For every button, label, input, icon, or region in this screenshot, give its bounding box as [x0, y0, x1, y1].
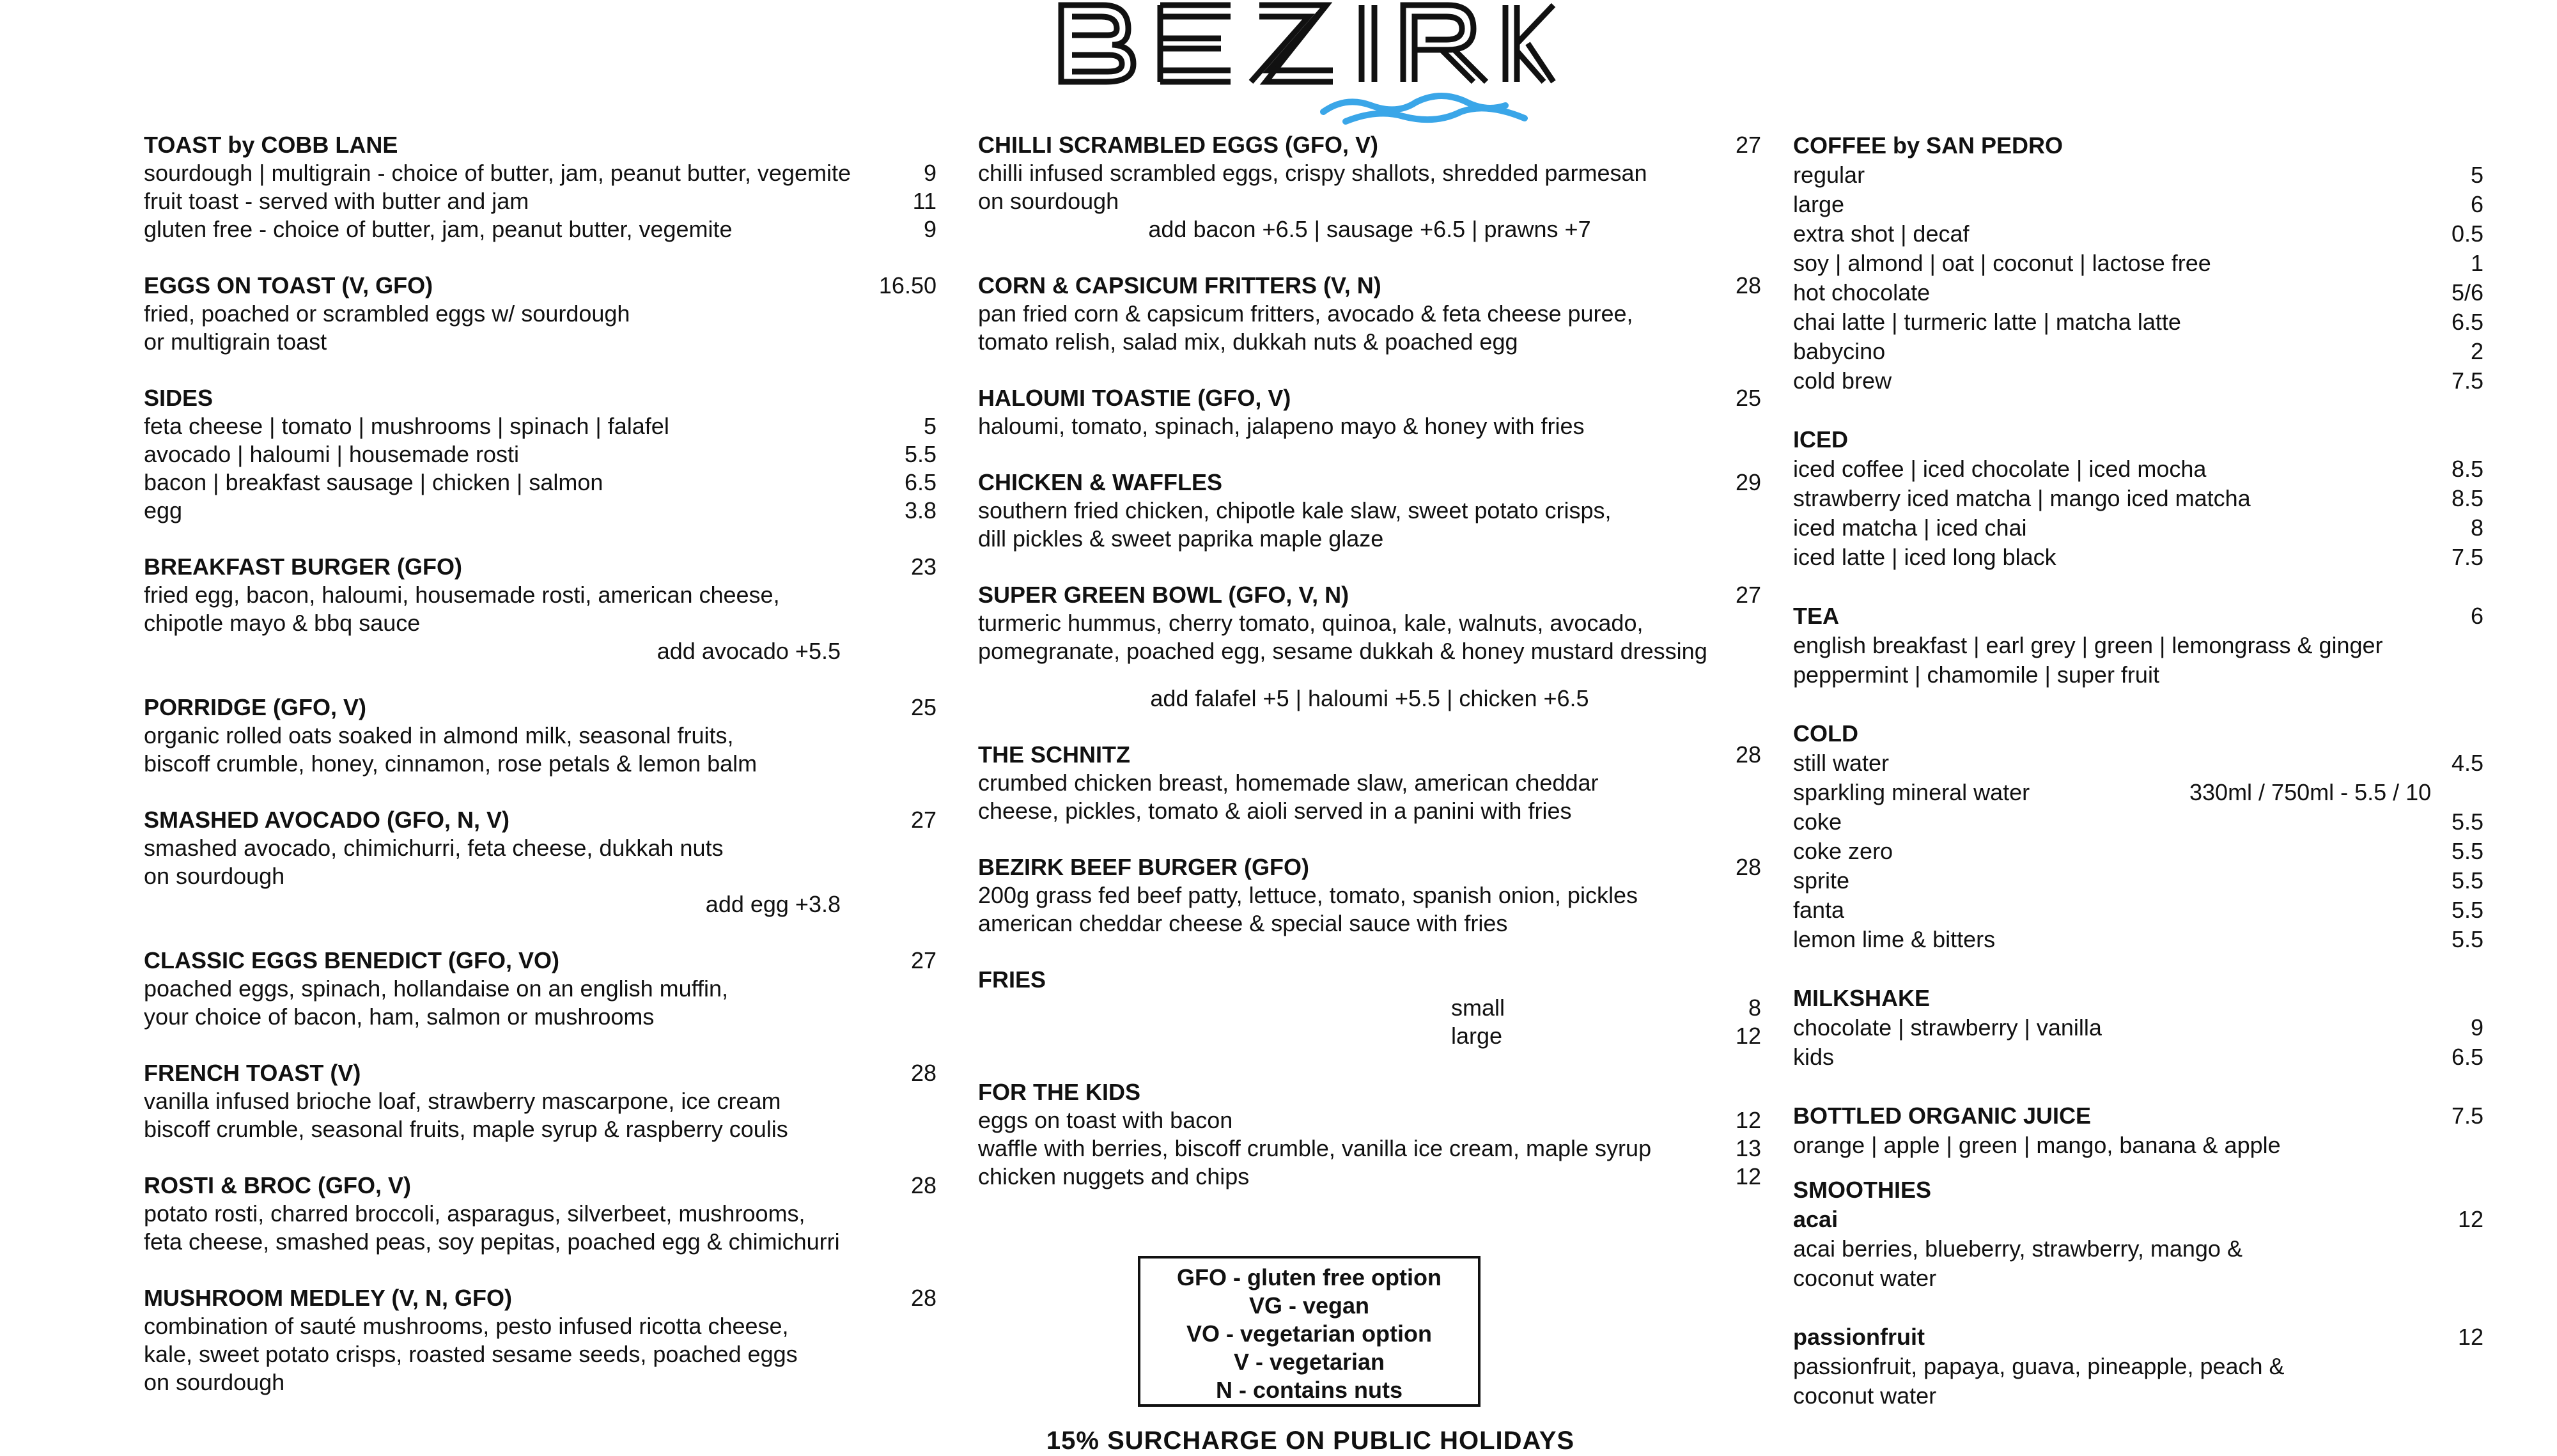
- dish-description: chipotle mayo & bbq sauce: [144, 610, 421, 636]
- dish-price: 28: [910, 1172, 937, 1198]
- item-price: 5.5: [2451, 897, 2483, 923]
- dish-heading: [144, 1284, 937, 1312]
- dish-heading: [978, 384, 1761, 412]
- dish-heading: [144, 693, 937, 722]
- section-heading: FOR THE KIDS: [978, 1079, 1141, 1105]
- item-text: avocado | haloumi | housemade rosti: [144, 441, 520, 467]
- dish-price: 25: [1735, 385, 1761, 411]
- item-text: cold brew: [1793, 368, 1892, 394]
- section-fritters: [978, 272, 1761, 356]
- item-price: 5: [923, 413, 937, 439]
- dish-price: 28: [1735, 741, 1761, 768]
- section-porridge: [144, 693, 937, 778]
- item-price: 12: [1735, 1163, 1761, 1189]
- section-beef-burger: [978, 853, 1761, 938]
- section-heading: FRIES: [978, 966, 1046, 993]
- item-price: 6.5: [904, 469, 937, 495]
- dish-heading: [144, 553, 937, 581]
- menu-item: [144, 187, 937, 215]
- item-text: chai latte | turmeric latte | matcha latte: [1793, 309, 2181, 335]
- item-price: 6.5: [2451, 1044, 2483, 1070]
- section-mushroom-medley: [144, 1284, 937, 1397]
- menu-item: [978, 1106, 1761, 1135]
- section-iced: [1793, 425, 2483, 572]
- section-kids: [978, 1078, 1761, 1191]
- item-price: 8: [2470, 515, 2483, 541]
- legend-item: VG - vegan: [1248, 1292, 1370, 1319]
- dish-price: 25: [910, 694, 937, 720]
- menu-item: [1793, 513, 2483, 543]
- menu-item: [1793, 807, 2483, 837]
- section-heading: SMOOTHIES: [1793, 1177, 1932, 1203]
- menu-item: [978, 1135, 1761, 1163]
- item-price: 2: [2470, 338, 2483, 364]
- section-price: 6: [2470, 603, 2483, 629]
- section-heading: COFFEE by SAN PEDRO: [1793, 132, 2063, 159]
- dish-heading: [978, 131, 1761, 159]
- smoothie-price: 12: [2457, 1324, 2483, 1350]
- menu-item: [1793, 454, 2483, 484]
- smoothie-heading: [1793, 1322, 2483, 1352]
- item-text: sprite: [1793, 867, 1850, 894]
- section-eggs-on-toast: [144, 272, 937, 356]
- item-price: 11: [912, 188, 937, 214]
- smoothie-name: acai: [1793, 1206, 1838, 1232]
- bezirk-wordmark: [1058, 0, 1557, 131]
- item-text: egg: [144, 497, 183, 523]
- juice-options: orange | apple | green | mango, banana & apple: [1793, 1132, 2281, 1158]
- dish-description: on sourdough: [144, 1369, 285, 1395]
- dish-description: crumbed chicken breast, homemade slaw, american cheddar: [978, 770, 1599, 796]
- dish-heading: [144, 272, 937, 300]
- dish-heading: [1793, 1101, 2483, 1131]
- menu-item: [978, 1163, 1761, 1191]
- dish-price: 16.50: [878, 272, 937, 298]
- dish-description: 200g grass fed beef patty, lettuce, tomato, spanish onion, pickles: [978, 882, 1638, 908]
- dish-name: BEZIRK BEEF BURGER (GFO): [978, 854, 1309, 880]
- item-price: 5/6: [2451, 279, 2483, 306]
- section-rosti-broc: [144, 1172, 937, 1256]
- dish-heading: [1793, 601, 2483, 631]
- dish-price: 28: [910, 1285, 937, 1311]
- dish-name: BREAKFAST BURGER (GFO): [144, 554, 462, 580]
- item-price: 9: [2470, 1014, 2483, 1041]
- item-text: coke: [1793, 809, 1842, 835]
- dish-name: EGGS ON TOAST (V, GFO): [144, 272, 433, 298]
- section-milkshake: [1793, 984, 2483, 1072]
- menu-item: [1793, 778, 2483, 807]
- dish-heading: [144, 1059, 937, 1087]
- menu-item: [144, 159, 937, 187]
- dish-heading: [144, 1172, 937, 1200]
- menu-item: [144, 215, 937, 244]
- section-coffee: [1793, 131, 2483, 396]
- dish-name: SMASHED AVOCADO (GFO, N, V): [144, 807, 510, 833]
- legend-item: VO - vegetarian option: [1186, 1320, 1433, 1347]
- item-text: lemon lime & bitters: [1793, 926, 1996, 952]
- section-heading: TOAST by COBB LANE: [144, 132, 398, 158]
- item-text: hot chocolate: [1793, 279, 1931, 306]
- item-price: 9: [923, 160, 937, 186]
- item-price: 5.5: [2451, 838, 2483, 864]
- section-breakfast-burger: [144, 553, 937, 665]
- menu-item: [144, 469, 937, 497]
- dish-price: 28: [910, 1060, 937, 1086]
- dish-description: chilli infused scrambled eggs, crispy shallots, shredded parmesan: [978, 160, 1647, 186]
- dish-description: smashed avocado, chimichurri, feta cheese, dukkah nuts: [144, 835, 724, 861]
- section-name: BOTTLED ORGANIC JUICE: [1793, 1103, 2092, 1129]
- item-price: 13: [1735, 1135, 1761, 1161]
- item-text: feta cheese | tomato | mushrooms | spinach | falafel: [144, 413, 669, 439]
- section-super-green-bowl: [978, 581, 1761, 713]
- item-text: iced coffee | iced chocolate | iced mocha: [1793, 456, 2207, 482]
- section-toast: [144, 131, 937, 244]
- menu-item: [1793, 748, 2483, 778]
- dish-name: THE SCHNITZ: [978, 741, 1130, 768]
- menu-item: [1793, 307, 2483, 337]
- section-juice: [1793, 1101, 2483, 1160]
- section-smoothies: [1793, 1175, 2483, 1411]
- dish-addon: add falafel +5 | haloumi +5.5 | chicken +6.5: [1150, 685, 1589, 711]
- menu-item: [1793, 219, 2483, 249]
- item-price: 5: [2470, 162, 2483, 188]
- dish-name: CHICKEN & WAFFLES: [978, 469, 1222, 495]
- dish-heading: [144, 947, 937, 975]
- dish-price: 28: [1735, 854, 1761, 880]
- dish-price: 27: [1735, 582, 1761, 608]
- menu-item: [978, 1022, 1761, 1050]
- item-price: 1: [2470, 250, 2483, 276]
- dietary-legend: [1138, 1256, 1481, 1407]
- item-price: 5.5: [2451, 809, 2483, 835]
- menu-item: [144, 412, 937, 440]
- item-price: 5.5: [2451, 926, 2483, 952]
- item-price: 8.5: [2451, 456, 2483, 482]
- item-text: regular: [1793, 162, 1865, 188]
- dish-description: feta cheese, smashed peas, soy pepitas, poached egg & chimichurri: [144, 1228, 840, 1255]
- item-text: sourdough | multigrain - choice of butter, jam, peanut butter, vegemite: [144, 160, 851, 186]
- menu-item: [978, 994, 1761, 1022]
- dish-description: or multigrain toast: [144, 329, 327, 355]
- dish-price: 28: [1735, 272, 1761, 298]
- dish-name: HALOUMI TOASTIE (GFO, V): [978, 385, 1291, 411]
- item-text: waffle with berries, biscoff crumble, vanilla ice cream, maple syrup: [978, 1135, 1652, 1161]
- dish-name: CHILLI SCRAMBLED EGGS (GFO, V): [978, 132, 1378, 158]
- dish-name: MUSHROOM MEDLEY (V, N, GFO): [144, 1285, 513, 1311]
- item-text: large: [1793, 191, 1845, 217]
- smoothie-description: coconut water: [1793, 1382, 1937, 1409]
- item-price: 6: [2470, 191, 2483, 217]
- section-heading: SIDES: [144, 385, 214, 411]
- section-heading: COLD: [1793, 720, 1858, 747]
- menu-item: [1793, 249, 2483, 278]
- item-price: 3.8: [904, 497, 937, 523]
- item-price: 7.5: [2451, 544, 2483, 570]
- menu-item: [1793, 337, 2483, 366]
- dish-addon: add bacon +6.5 | sausage +6.5 | prawns +7: [1148, 216, 1591, 242]
- dish-addon: add avocado +5.5: [657, 638, 841, 664]
- dish-description: biscoff crumble, seasonal fruits, maple syrup & raspberry coulis: [144, 1116, 788, 1142]
- item-text: still water: [1793, 750, 1890, 776]
- item-price: 5.5: [904, 441, 937, 467]
- menu-item: [1793, 484, 2483, 513]
- section-french-toast: [144, 1059, 937, 1143]
- dish-description: poached eggs, spinach, hollandaise on an english muffin,: [144, 975, 728, 1002]
- menu-item: [1793, 895, 2483, 925]
- dish-name: PORRIDGE (GFO, V): [144, 694, 367, 720]
- dish-addon: add egg +3.8: [705, 891, 841, 917]
- menu-item: [1793, 837, 2483, 866]
- dish-description: your choice of bacon, ham, salmon or mushrooms: [144, 1003, 655, 1030]
- spacer: [1793, 1293, 2483, 1322]
- brand-logo: [1058, 0, 1557, 131]
- item-text: soy | almond | oat | coconut | lactose free: [1793, 250, 2211, 276]
- section-tea: [1793, 601, 2483, 690]
- dish-heading: [978, 741, 1761, 769]
- dish-description: biscoff crumble, honey, cinnamon, rose petals & lemon balm: [144, 750, 758, 777]
- smoothie-description: passionfruit, papaya, guava, pineapple, peach &: [1793, 1353, 2285, 1379]
- dish-description: on sourdough: [978, 188, 1119, 214]
- dish-heading: [978, 272, 1761, 300]
- middle-column: [978, 131, 1761, 1219]
- item-text: coke zero: [1793, 838, 1893, 864]
- item-text: sparkling mineral water: [1793, 779, 2030, 805]
- dish-name: FRENCH TOAST (V): [144, 1060, 361, 1086]
- dish-description: fried egg, bacon, haloumi, housemade rosti, american cheese,: [144, 582, 780, 608]
- item-text: kids: [1793, 1044, 1835, 1070]
- section-chicken-waffles: [978, 469, 1761, 553]
- dish-description: turmeric hummus, cherry tomato, quinoa, kale, walnuts, avocado,: [978, 610, 1644, 636]
- dish-description: tomato relish, salad mix, dukkah nuts & poached egg: [978, 329, 1518, 355]
- item-text: chicken nuggets and chips: [978, 1163, 1250, 1189]
- dish-price: 27: [1735, 132, 1761, 158]
- dish-description: kale, sweet potato crisps, roasted sesame seeds, poached eggs: [144, 1341, 798, 1367]
- item-price: 8.5: [2451, 485, 2483, 511]
- dish-name: CLASSIC EGGS BENEDICT (GFO, VO): [144, 947, 560, 973]
- item-price: 5.5: [2451, 867, 2483, 894]
- section-cold: [1793, 719, 2483, 954]
- menu-item: [144, 440, 937, 469]
- dish-description: american cheddar cheese & special sauce with fries: [978, 910, 1508, 936]
- menu-item: [1793, 925, 2483, 954]
- smoothie-price: 12: [2457, 1206, 2483, 1232]
- dish-description: organic rolled oats soaked in almond milk, seasonal fruits,: [144, 722, 734, 748]
- dish-description: pan fried corn & capsicum fritters, avocado & feta cheese puree,: [978, 300, 1633, 327]
- right-column: [1793, 131, 2483, 1440]
- section-heading: ICED: [1793, 426, 1849, 453]
- surcharge-notice: 15% SURCHARGE ON PUBLIC HOLIDAYS: [1046, 1427, 1575, 1455]
- dish-description: pomegranate, poached egg, sesame dukkah & honey mustard dressing: [978, 638, 1707, 664]
- item-price: 0.5: [2451, 221, 2483, 247]
- dish-description: on sourdough: [144, 863, 285, 889]
- section-price: 7.5: [2451, 1103, 2483, 1129]
- dish-heading: [978, 581, 1761, 609]
- dish-description: combination of sauté mushrooms, pesto infused ricotta cheese,: [144, 1313, 789, 1339]
- dish-price: 23: [910, 554, 937, 580]
- item-size-price: 330ml / 750ml - 5.5 / 10: [2189, 779, 2432, 805]
- item-text: gluten free - choice of butter, jam, peanut butter, vegemite: [144, 216, 733, 242]
- menu-item: [1793, 866, 2483, 895]
- dish-description: dill pickles & sweet paprika maple glaze: [978, 525, 1384, 552]
- item-price: 4.5: [2451, 750, 2483, 776]
- item-text: iced latte | iced long black: [1793, 544, 2056, 570]
- dish-heading: [978, 853, 1761, 881]
- item-text: strawberry iced matcha | mango iced matcha: [1793, 485, 2251, 511]
- dish-price: 27: [910, 947, 937, 973]
- section-schnitz: [978, 741, 1761, 825]
- item-text: small: [1451, 995, 1505, 1021]
- left-column: [144, 131, 937, 1425]
- dish-price: 27: [910, 807, 937, 833]
- dish-heading: [978, 469, 1761, 497]
- legend-item: N - contains nuts: [1215, 1377, 1403, 1403]
- dish-name: CORN & CAPSICUM FRITTERS (V, N): [978, 272, 1381, 298]
- section-smashed-avocado: [144, 806, 937, 918]
- smoothie-heading: [1793, 1205, 2483, 1234]
- section-sides: [144, 384, 937, 525]
- section-chilli-eggs: [978, 131, 1761, 244]
- section-eggs-benedict: [144, 947, 937, 1031]
- smoothie-description: acai berries, blueberry, strawberry, mango &: [1793, 1235, 2242, 1262]
- section-fries: [978, 966, 1761, 1050]
- smoothie-description: coconut water: [1793, 1265, 1937, 1291]
- menu-item: [1793, 543, 2483, 572]
- dish-description: fried, poached or scrambled eggs w/ sourdough: [144, 300, 630, 327]
- menu-item: [1793, 1042, 2483, 1072]
- item-price: 8: [1748, 995, 1761, 1021]
- menu-item: [144, 497, 937, 525]
- section-name: TEA: [1793, 603, 1839, 629]
- dish-description: potato rosti, charred broccoli, asparagus, silverbeet, mushrooms,: [144, 1200, 805, 1227]
- menu-item: [1793, 278, 2483, 307]
- section-heading: MILKSHAKE: [1793, 985, 1930, 1011]
- legend-item: V - vegetarian: [1233, 1349, 1385, 1375]
- item-text: fruit toast - served with butter and jam: [144, 188, 529, 214]
- dish-description: southern fried chicken, chipotle kale slaw, sweet potato crisps,: [978, 497, 1612, 523]
- dish-description: cheese, pickles, tomato & aioli served in a panini with fries: [978, 798, 1572, 824]
- item-text: babycino: [1793, 338, 1886, 364]
- item-text: fanta: [1793, 897, 1845, 923]
- item-text: eggs on toast with bacon: [978, 1107, 1233, 1133]
- item-price: 9: [923, 216, 937, 242]
- item-price: 12: [1735, 1023, 1761, 1049]
- item-text: chocolate | strawberry | vanilla: [1793, 1014, 2102, 1041]
- legend-item: GFO - gluten free option: [1177, 1264, 1442, 1290]
- tea-options: english breakfast | earl grey | green | lemongrass & ginger: [1793, 632, 2383, 658]
- dish-description: haloumi, tomato, spinach, jalapeno mayo & honey with fries: [978, 413, 1585, 439]
- section-haloumi-toastie: [978, 384, 1761, 440]
- dish-description: vanilla infused brioche loaf, strawberry mascarpone, ice cream: [144, 1088, 781, 1114]
- item-text: bacon | breakfast sausage | chicken | salmon: [144, 469, 603, 495]
- item-price: 6.5: [2451, 309, 2483, 335]
- dish-heading: [144, 806, 937, 834]
- dish-name: ROSTI & BROC (GFO, V): [144, 1172, 411, 1198]
- smoothie-name: passionfruit: [1793, 1324, 1925, 1350]
- tea-options: peppermint | chamomile | super fruit: [1793, 662, 2159, 688]
- menu-item: [1793, 366, 2483, 396]
- item-text: extra shot | decaf: [1793, 221, 1970, 247]
- item-text: iced matcha | iced chai: [1793, 515, 2027, 541]
- dish-name: SUPER GREEN BOWL (GFO, V, N): [978, 582, 1349, 608]
- item-price: 7.5: [2451, 368, 2483, 394]
- spacer: [978, 665, 1761, 685]
- dish-price: 29: [1735, 469, 1761, 495]
- menu-item: [1793, 190, 2483, 219]
- item-text: large: [1451, 1023, 1503, 1049]
- menu-item: [1793, 1013, 2483, 1042]
- item-price: 12: [1735, 1107, 1761, 1133]
- menu-item: [1793, 160, 2483, 190]
